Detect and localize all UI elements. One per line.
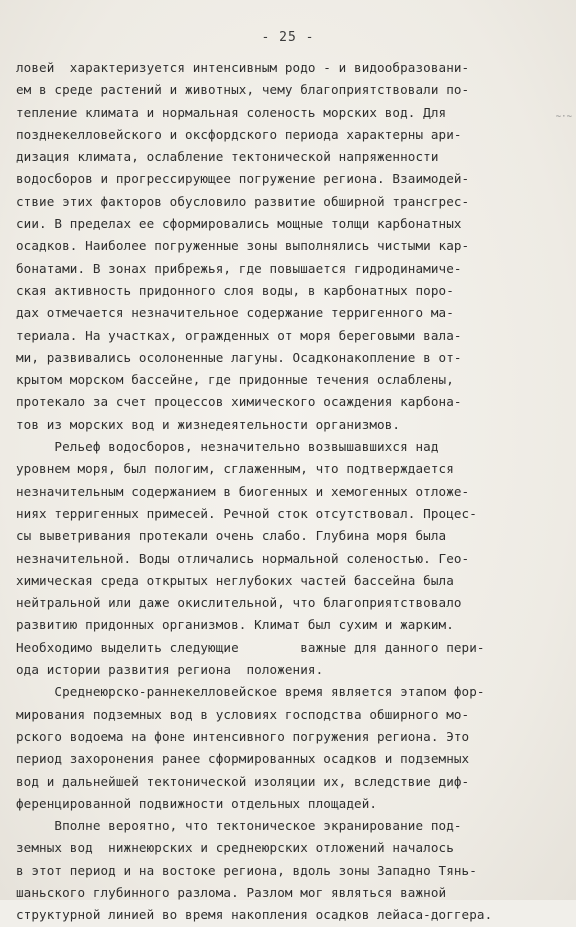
text-line: осадков. Наиболее погруженные зоны выполнялись чистыми кар- (16, 238, 470, 254)
text-line: ода истории развития региона положения. (16, 662, 324, 678)
text-line: шаньского глубинного разлома. Разлом мог являться важной (16, 884, 447, 900)
text-line: сии. В пределах ее сформировались мощные толщи карбонатных (16, 216, 462, 232)
text-line: незначительным содержанием в биогенных и хемогенных отложе- (16, 483, 470, 499)
text-line: ловей характеризуется интенсивным родо - и видообразовани- (16, 60, 470, 75)
text-line: дах отмечается незначительное содержание терригенного ма- (16, 305, 454, 321)
text-line: структурной линией во время накопления осадков лейаса-доггера. (16, 907, 493, 923)
text-line: в этот период и на востоке региона, вдоль зоны Западно Тянь- (16, 862, 477, 878)
text-line: нейтральной или даже окислительной, что благоприятствовало (16, 595, 462, 611)
text-line: бонатами. В зонах прибрежья, где повышается гидродинамиче- (16, 260, 462, 276)
text-line: период захоронения ранее сформированных осадков и подземных (16, 751, 470, 767)
text-line: ниях терригенных примесей. Речной сток отсутствовал. Процес- (16, 505, 477, 521)
text-line: тепление климата и нормальная соленость морских вод. Для (16, 104, 447, 120)
text-line: протекало за счет процессов химического осаждения карбона- (16, 394, 462, 410)
text-line: тов из морских вод и жизнедеятельности организмов. (16, 416, 401, 432)
text-line: водосборов и прогрессирующее погружение региона. Взаимодей- (16, 171, 470, 187)
text-line: сы выветривания протекали очень слабо. Глубина моря была (16, 528, 447, 544)
text-line: ская активность придонного слоя воды, в карбонатных поро- (16, 282, 454, 298)
text-line: рского водоема на фоне интенсивного погружения региона. Это (16, 728, 470, 744)
text-line: дизация климата, ослабление тектонической напряженности (16, 149, 439, 165)
text-line: териала. На участках, огражденных от моря береговыми вала- (16, 327, 462, 343)
text-line: ем в среде растений и животных, чему благоприятствовали по- (16, 82, 470, 98)
text-line: Вполне вероятно, что тектоническое экранирование под- (16, 818, 462, 834)
text-line: земных вод нижнеюрских и среднеюрских отложений началось (16, 840, 454, 856)
text-line: ференцированной подвижности отдельных площадей. (16, 795, 378, 811)
text-line: Среднеюрско-раннекелловейское время является этапом фор- (16, 684, 485, 700)
text-line: вод и дальнейшей тектонической изоляции их, вследствие диф- (16, 773, 470, 789)
text-line: позднекелловейского и оксфордского периода характерны ари- (16, 126, 462, 142)
text-line: химическая среда открытых неглубоких частей бассейна была (16, 572, 454, 588)
body-text (16, 57, 561, 927)
text-line: незначительной. Воды отличались нормальной соленостью. Гео- (16, 550, 470, 566)
text-line: крытом морском бассейне, где придонные течения ослаблены, (16, 372, 454, 388)
page-number: - 25 - (261, 30, 315, 45)
text-line: уровнем моря, был пологим, сглаженным, что подтверждается (16, 461, 454, 477)
text-line: ми, развивались осолоненные лагуны. Осадконакопление в от- (16, 349, 462, 365)
text-line: мирования подземных вод в условиях господства обширного мо- (16, 706, 470, 722)
text-line: ствие этих факторов обусловило развитие обширной трансгрес- (16, 193, 470, 209)
margin-mark: ~·~ (555, 112, 572, 122)
text-line: развитию придонных организмов. Климат был сухим и жарким. (16, 617, 454, 633)
text-line: Рельеф водосборов, незначительно возвышавшихся над (16, 439, 439, 455)
text-line: Необходимо выделить следующие важные для данного пери- (16, 639, 485, 655)
